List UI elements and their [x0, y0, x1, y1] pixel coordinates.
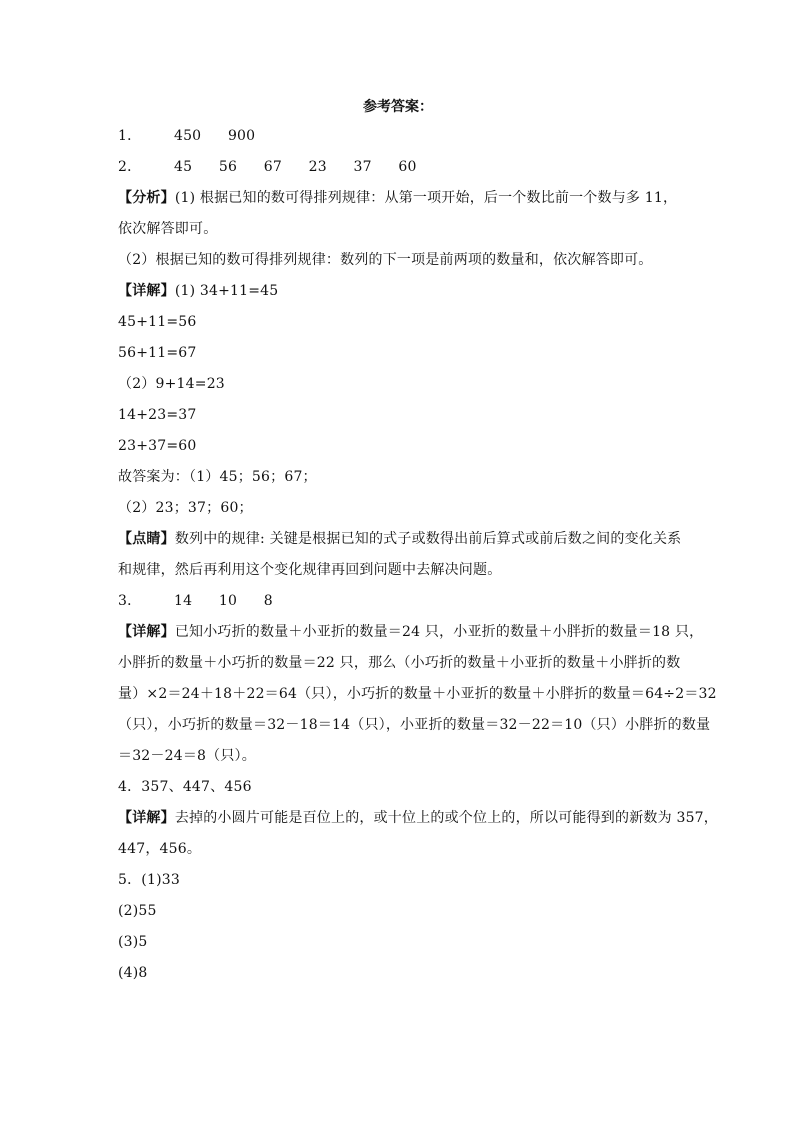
q2-final-line: （2）23；37；60；	[118, 500, 253, 516]
q2-detail-line: 45+11=56	[118, 314, 197, 330]
q4-answer-line: 4．357、447、456	[118, 779, 252, 795]
q5-answer-line: (3)5	[118, 934, 148, 950]
q2-final-line: 故答案为：（1）45；56；67；	[118, 469, 317, 485]
q2-analysis-line	[118, 183, 678, 214]
comment-tag: 【点睛】	[118, 531, 175, 547]
q2-detail-line: （2）9+14=23	[118, 376, 225, 392]
comment-text: 数列中的规律: 关键是根据已知的式子或数得出前后算式或前后数之间的变化关系	[174, 531, 682, 547]
q5-answer-line: 5．(1)33	[118, 872, 180, 888]
q3-detail-line: ＝32－24＝8（只）。	[118, 748, 256, 764]
q3-answer: 10	[218, 593, 238, 609]
q2-detail-line: 56+11=67	[118, 345, 197, 361]
q1-answer-line	[118, 121, 678, 152]
detail-tag: 【详解】	[118, 283, 175, 299]
q3-detail-line: 量）×2＝24＋18＋22＝64（只），小巧折的数量＋小亚折的数量＋小胖折的数量＝64÷2＝32	[118, 686, 717, 702]
q2-detail-line: 23+37=60	[118, 438, 197, 454]
q2-detail-line: 14+23=37	[118, 407, 197, 423]
q2-detail-line	[118, 276, 678, 307]
q2-answer: 23	[308, 159, 327, 175]
q2-analysis-line: 依次解答即可。	[118, 221, 218, 237]
q1-answer: 450	[173, 128, 202, 144]
q2-index: 2．	[118, 159, 142, 175]
detail-tag: 【详解】	[118, 810, 175, 826]
q3-detail-line	[118, 617, 704, 648]
q3-answer-line	[118, 586, 678, 617]
q1-answer: 900	[227, 128, 256, 144]
q1-index: 1．	[118, 128, 142, 144]
q3-answer: 14	[173, 593, 193, 609]
analysis-tag: 【分析】	[118, 190, 175, 206]
q5-answer-line: (2)55	[118, 903, 157, 919]
detail-text: 已知小巧折的数量＋小亚折的数量＝24 只，小亚折的数量＋小胖折的数量＝18 只，	[174, 624, 704, 640]
q2-answer: 60	[398, 159, 417, 175]
q4-detail-line: 447，456。	[118, 841, 202, 857]
q3-answer: 8	[263, 593, 273, 609]
q2-answer: 45	[173, 159, 193, 175]
q2-answer: 37	[353, 159, 372, 175]
page-title: 参考答案：	[363, 99, 433, 115]
detail-text: 去掉的小圆片可能是百位上的，或十位上的或个位上的，所以可能得到的新数为 357，	[174, 810, 718, 826]
answer-sheet	[118, 93, 718, 989]
q2-analysis-line: （2）根据已知的数可得排列规律：数列的下一项是前两项的数量和，依次解答即可。	[118, 252, 653, 268]
detail-text: (1) 34+11=45	[174, 283, 279, 299]
q4-detail-line	[118, 803, 718, 834]
q2-answer: 56	[218, 159, 238, 175]
q2-answer: 67	[263, 159, 282, 175]
detail-tag: 【详解】	[118, 624, 175, 640]
q2-comment-line: 和规律，然后再利用这个变化规律再回到问题中去解决问题。	[118, 562, 502, 578]
q5-answer-line: (4)8	[118, 965, 148, 981]
q3-detail-line: （只），小巧折的数量＝32－18＝14（只），小亚折的数量＝32－22＝10（只）小胖折的数量	[118, 717, 711, 733]
q2-comment-line	[118, 524, 682, 555]
q3-index: 3．	[118, 593, 142, 609]
q3-detail-line: 小胖折的数量＋小巧折的数量＝22 只，那么（小巧折的数量＋小亚折的数量＋小胖折的数	[118, 655, 681, 671]
analysis-text: (1) 根据已知的数可得排列规律：从第一项开始，后一个数比前一个数与多 11，	[174, 190, 678, 206]
q2-answer-line	[118, 152, 678, 183]
